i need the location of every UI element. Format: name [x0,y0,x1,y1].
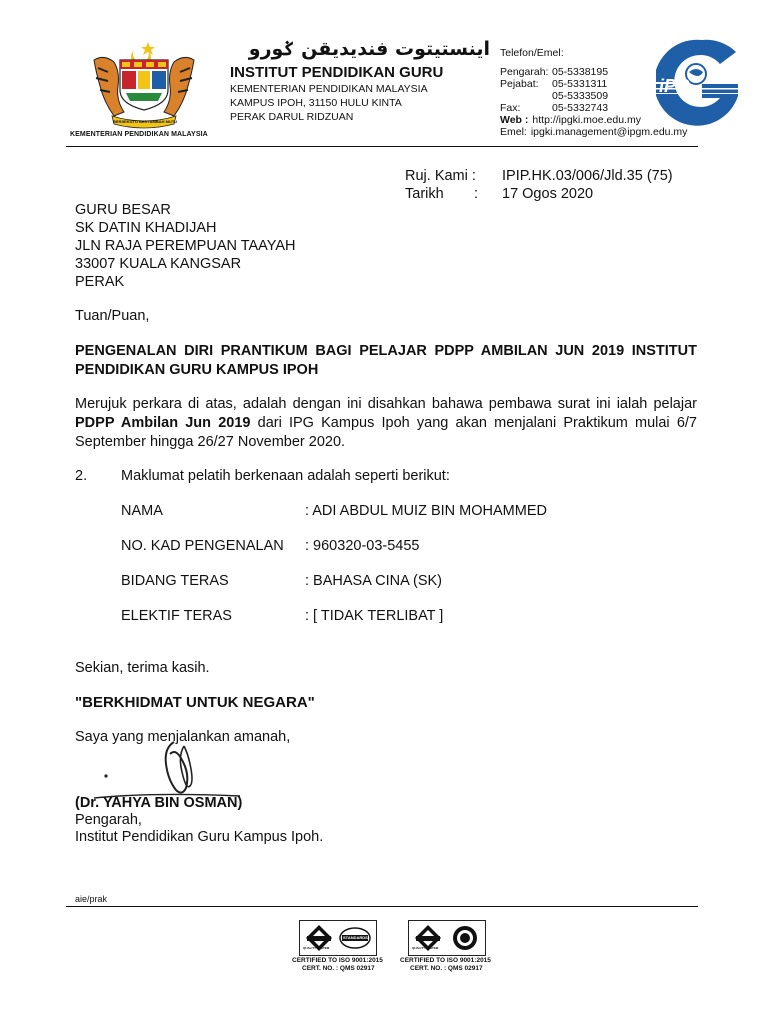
salutation: Tuan/Puan, [75,308,150,324]
field-ic-label: NO. KAD PENGENALAN [121,538,284,554]
cert-2-line-1: CERTIFIED TO ISO 9001:2015 [400,957,491,964]
contact-pengarah-value: 05-5338195 [552,66,609,78]
cert-badge-1 [299,920,377,956]
ipg-logo-text: iPG [659,76,691,96]
field-nama-value: : ADI ABDUL MUIZ BIN MOHAMMED [305,503,547,519]
contact-pejabat-label: Pejabat: [500,78,539,90]
recipient-line-4: 33007 KUALA KANGSAR [75,256,242,272]
field-elektif-label: ELEKTIF TERAS [121,608,232,624]
recipient-line-1: GURU BESAR [75,202,171,218]
contact-pejabat-value-1: 05-5331311 [552,78,608,90]
paragraph-1 [75,395,697,452]
signatory-title: Pengarah, [75,812,142,828]
trust-line: Saya yang menjalankan amanah, [75,729,291,745]
cert-1-line-2: CERT. NO. : QMS 02917 [302,965,375,972]
ref-value: IPIP.HK.03/006/Jld.35 (75) [502,168,673,184]
ref-label: Ruj. Kami : [405,168,476,184]
letterhead [0,0,768,150]
crest-caption: KEMENTERIAN PENDIDIKAN MALAYSIA [70,131,208,138]
field-bidang-value: : BAHASA CINA (SK) [305,573,442,589]
contact-web-label: Web : [500,114,529,126]
date-separator: : [474,186,479,202]
contact-fax-label: Fax: [500,102,521,114]
contact-pejabat-value-2: 05-5333509 [552,90,609,102]
field-nama-label: NAMA [121,503,163,519]
paragraph-1-bold: PDPP Ambilan Jun 2019 [75,415,251,431]
cert-1-line-1: CERTIFIED TO ISO 9001:2015 [292,957,383,964]
field-elektif-value: : [ TIDAK TERLIBAT ] [305,608,444,624]
cert-2-line-2: CERT. NO. : QMS 02917 [410,965,483,972]
closing-line: Sekian, terima kasih. [75,660,210,676]
certification-seal-icon [451,925,479,951]
address-line-1: KEMENTERIAN PENDIDIKAN MALAYSIA [230,83,428,95]
header-divider [66,146,698,147]
footer-ref: aie/prak [75,894,108,904]
address-line-2: KAMPUS IPOH, 31150 HULU KINTA [230,97,402,109]
institute-name: INSTITUT PENDIDIKAN GURU [230,64,444,81]
recipient-line-3: JLN RAJA PEREMPUAN TAAYAH [75,238,296,254]
date-label: Tarikh [405,186,444,202]
contact-web-link[interactable]: http://ipgki.moe.edu.my [532,114,641,126]
contact-email-link[interactable]: ipgki.management@ipgm.edu.my [530,126,688,138]
standards-label: STANDARDS [343,935,368,940]
subject-line: PENGENALAN DIRI PRANTIKUM BAGI PELAJAR PDPP AMBILAN JUN 2019 INSTITUT PENDIDIKAN GURU KAMPUS IPOH [75,343,697,378]
quality-system-label-1: QUALITY SYSTEM [303,946,330,950]
field-bidang-label: BIDANG TERAS [121,573,229,589]
recipient-block [75,201,296,291]
arabic-name: اينستيتوت فنديديقن ݢورو [248,38,490,60]
address-line-3: PERAK DARUL RIDZUAN [230,111,354,123]
contact-pengarah-label: Pengarah: [500,66,549,78]
malaysia-crest-icon [76,38,212,130]
paragraph-1-part-1: Merujuk perkara di atas, adalah dengan ini disahkan bahawa pembawa surat ini ialah pelajar [75,396,697,412]
contact-heading: Telefon/Emel: [500,47,564,59]
cert-badge-2 [408,920,486,956]
paragraph-2-text: Maklumat pelatih berkenaan adalah seperti berikut: [121,468,450,484]
paragraph-2-number: 2. [75,468,88,484]
recipient-line-5: PERAK [75,274,125,290]
footer-divider [66,906,698,907]
signatory-org: Institut Pendidikan Guru Kampus Ipoh. [75,829,324,845]
paragraph-1-part-2: dari IPG Kampus Ipoh yang akan menjalani Praktikum mulai 6/7 September hingga 26/27 November 2020. [75,415,697,450]
signatory-name: (Dr. YAHYA BIN OSMAN) [75,795,243,811]
contact-email-label: Emel: [500,126,527,138]
contact-fax-value: 05-5332743 [552,102,609,114]
motto: "BERKHIDMAT UNTUK NEGARA" [75,694,315,711]
crest-motto: BERSEKUTU BERTAMBAH MUTU [113,119,178,124]
quality-system-label-2: QUALITY SYSTEM [412,946,439,950]
recipient-line-2: SK DATIN KHADIJAH [75,220,217,236]
field-ic-value: : 960320-03-5455 [305,538,420,554]
date-value: 17 Ogos 2020 [502,186,594,202]
